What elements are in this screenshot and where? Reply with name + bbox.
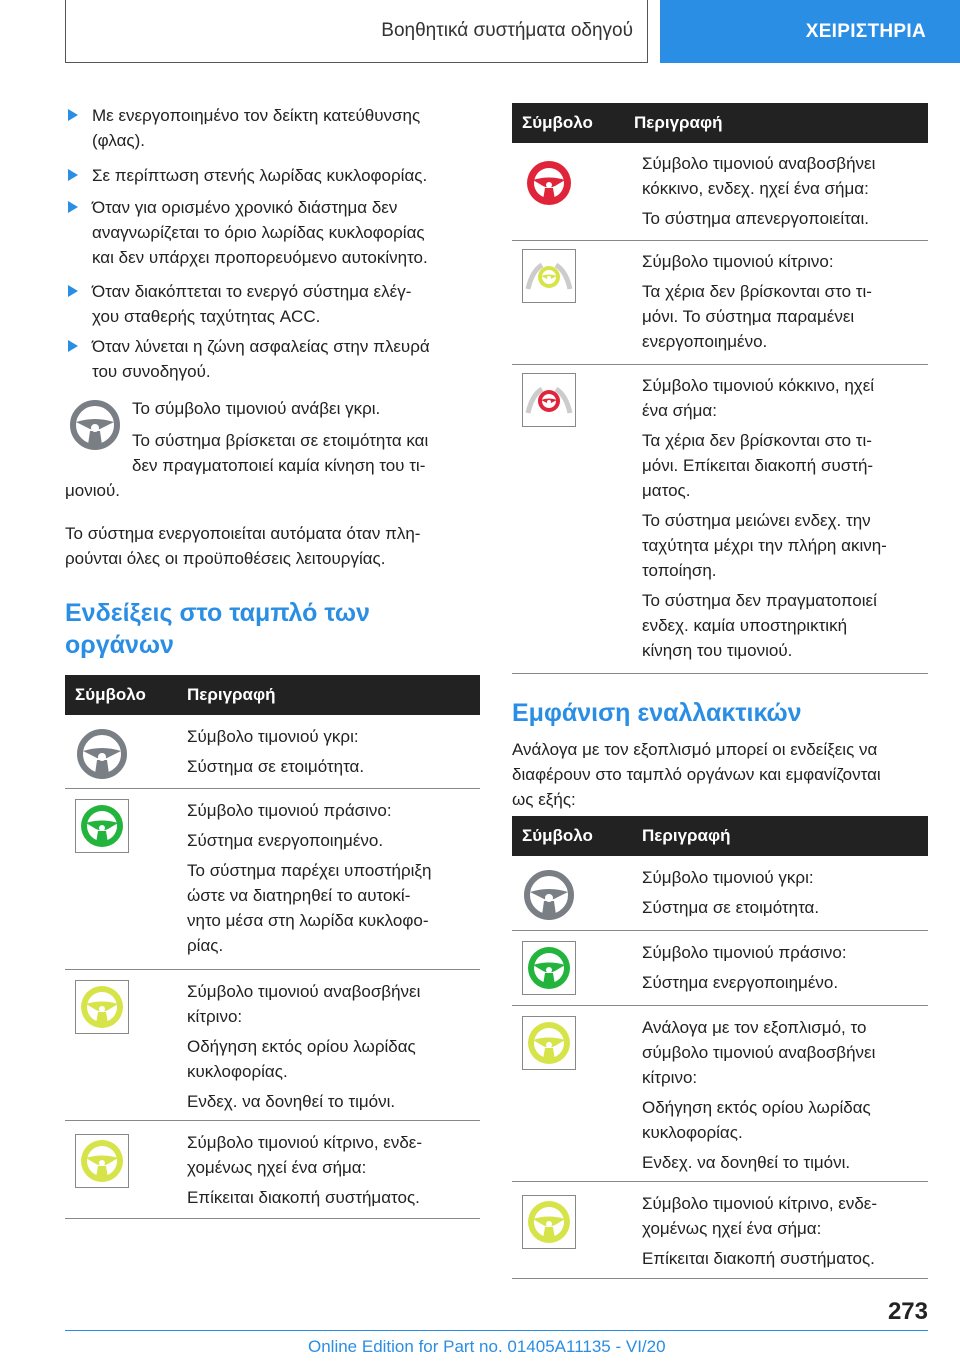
table-row [65,715,480,789]
list-item: Όταν για ορισμένο χρονικό διάστημα δεν αναγνωρίζεται το όριο λωρίδας κυκλοφορίας και δεν υπάρχει προπορευόμενο αυτοκίνητο. [68,195,486,270]
row-desc: Σύμβολο τιμονιού αναβοσβήνει κόκκινο, ενδεχ. ηχεί ένα σήμα: [642,154,876,198]
heading-alternative-display: Εμφάνιση εναλλακτικών [512,699,802,727]
row-desc: Σύστημα σε ετοιμότητα. [187,757,365,776]
yellow-steering-wheel-icon [522,1195,576,1249]
row-desc: Σύμβολο τιμονιού κίτρινο: [642,252,834,271]
list-item: Όταν λύνεται η ζώνη ασφαλείας στην πλευρά του συνοδηγού. [68,334,486,384]
row-desc: Ανάλογα με τον εξοπλισμό, το σύμβολο τιμονιού αναβοσβήνει κίτρινο: [642,1018,876,1087]
row-desc: Σύστημα σε ετοιμότητα. [642,898,820,917]
table-row [65,789,480,970]
row-desc: Το σύστημα μειώνει ενδεχ. την ταχύτητα μέχρι την πλήρη ακινη- τοποίηση. [642,511,887,580]
page-number: 273 [887,1298,928,1325]
grey-steering-wheel-icon [522,868,576,922]
row-desc: Τα χέρια δεν βρίσκονται στο τι- μόνι. Επίκειται διακοπή συστή- ματος. [642,431,874,500]
green-steering-wheel-icon [75,799,129,853]
column-description: Περιγραφή [642,826,731,845]
chapter-tab[interactable]: ΧΕΙΡΙΣΤΗΡΙΑ [660,0,960,63]
table-row [512,856,928,931]
table-alternative [512,816,928,1279]
grey-steering-wheel-icon [75,727,129,781]
list-item: Με ενεργοποιημένο τον δείκτη κατεύθυνσης (φλας). [68,103,486,153]
table-row [512,1006,928,1182]
table-header [65,675,480,715]
table-row [512,931,928,1006]
row-desc: Το σύστημα απενεργοποιείται. [642,209,869,228]
row-desc: Σύμβολο τιμονιού κόκκινο, ηχεί ένα σήμα: [642,376,875,420]
grey-note-line3: δεν πραγματοποιεί καμία κίνηση του τι- [132,456,426,475]
heading-cluster-indicators: Ενδείξεις στο ταμπλό των οργάνων [65,599,370,659]
footer-divider [65,1330,928,1331]
row-desc: Σύμβολο τιμονιού πράσινο: [642,943,847,962]
row-desc: Σύστημα ενεργοποιημένο. [642,973,839,992]
row-desc: Οδήγηση εκτός ορίου λωρίδας κυκλοφορίας. [187,1037,416,1081]
column-description: Περιγραφή [187,685,276,704]
section-title: Βοηθητικά συστήματα οδηγού [65,0,648,63]
row-desc: Ενδεχ. να δονηθεί το τιμόνι. [642,1153,851,1172]
table-hands-off [512,103,928,674]
row-desc: Επίκειται διακοπή συστήματος. [642,1249,875,1268]
row-desc: Σύμβολο τιμονιού γκρι: [642,868,814,887]
row-desc: Ενδεχ. να δονηθεί το τιμόνι. [187,1092,396,1111]
row-desc: Επίκειται διακοπή συστήματος. [187,1188,420,1207]
bullet-arrow-icon [68,285,78,297]
red-steering-wheel-icon [522,156,576,210]
table-row [512,143,928,241]
yellow-hands-off-wheel-icon [522,249,576,303]
row-desc: Σύμβολο τιμονιού αναβοσβήνει κίτρινο: [187,982,421,1026]
row-desc: Σύμβολο τιμονιού πράσινο: [187,801,392,820]
yellow-steering-wheel-icon [522,1016,576,1070]
table-header [512,103,928,143]
yellow-steering-wheel-icon [75,980,129,1034]
column-symbol: Σύμβολο [75,685,146,704]
table-row [512,365,928,674]
bullet-arrow-icon [68,109,78,121]
row-desc: Σύμβολο τιμονιού γκρι: [187,727,359,746]
grey-note-line1: Το σύμβολο τιμονιού ανάβει γκρι. [132,399,381,418]
green-steering-wheel-icon [522,941,576,995]
row-desc: Τα χέρια δεν βρίσκονται στο τι- μόνι. Το σύστημα παραμένει ενεργοποιημένο. [642,282,872,351]
table-row [65,1121,480,1219]
row-desc: Το σύστημα παρέχει υποστήριξη ώστε να διατηρηθεί το αυτοκί- νητο μέσα στη λωρίδα κυκλοφο- ρίας. [187,861,432,955]
row-desc: Σύμβολο τιμονιού κίτρινο, ενδε- χομένως ηχεί ένα σήμα: [187,1133,423,1177]
row-desc: Σύστημα ενεργοποιημένο. [187,831,384,850]
column-symbol: Σύμβολο [522,826,593,845]
column-symbol: Σύμβολο [522,113,593,132]
table-row [512,241,928,365]
alternative-paragraph: Ανάλογα με τον εξοπλισμό μπορεί οι ενδείξεις να διαφέρουν στο ταμπλό οργάνων και εμφανίζονται ως εξής: [512,740,881,809]
table-row [512,1182,928,1279]
grey-steering-wheel-icon [68,398,122,452]
grey-note-line4: μονιού. [65,481,121,500]
bullet-arrow-icon [68,340,78,352]
list-item: Σε περίπτωση στενής λωρίδας κυκλοφορίας. [68,163,486,188]
edition-footer[interactable]: Online Edition for Part no. 01405A11135 - VI/20 [308,1337,666,1356]
list-item: Όταν διακόπτεται το ενεργό σύστημα ελέγ- χου σταθερής ταχύτητας ACC. [68,279,486,329]
table-header [512,816,928,856]
bullet-arrow-icon [68,169,78,181]
table-cluster-indicators [65,675,480,1219]
yellow-steering-wheel-icon [75,1134,129,1188]
red-hands-off-wheel-icon [522,373,576,427]
row-desc: Σύμβολο τιμονιού κίτρινο, ενδε- χομένως ηχεί ένα σήμα: [642,1194,878,1238]
bullet-arrow-icon [68,201,78,213]
table-row [65,970,480,1121]
auto-activation-paragraph: Το σύστημα ενεργοποιείται αυτόματα όταν πλη- ρούνται όλες οι προϋποθέσεις λειτουργίας. [65,524,421,568]
column-description: Περιγραφή [634,113,723,132]
row-desc: Οδήγηση εκτός ορίου λωρίδας κυκλοφορίας. [642,1098,871,1142]
row-desc: Το σύστημα δεν πραγματοποιεί ενδεχ. καμία υποστηρικτική κίνηση του τιμονιού. [642,591,877,660]
grey-note-line2: Το σύστημα βρίσκεται σε ετοιμότητα και [132,431,429,450]
